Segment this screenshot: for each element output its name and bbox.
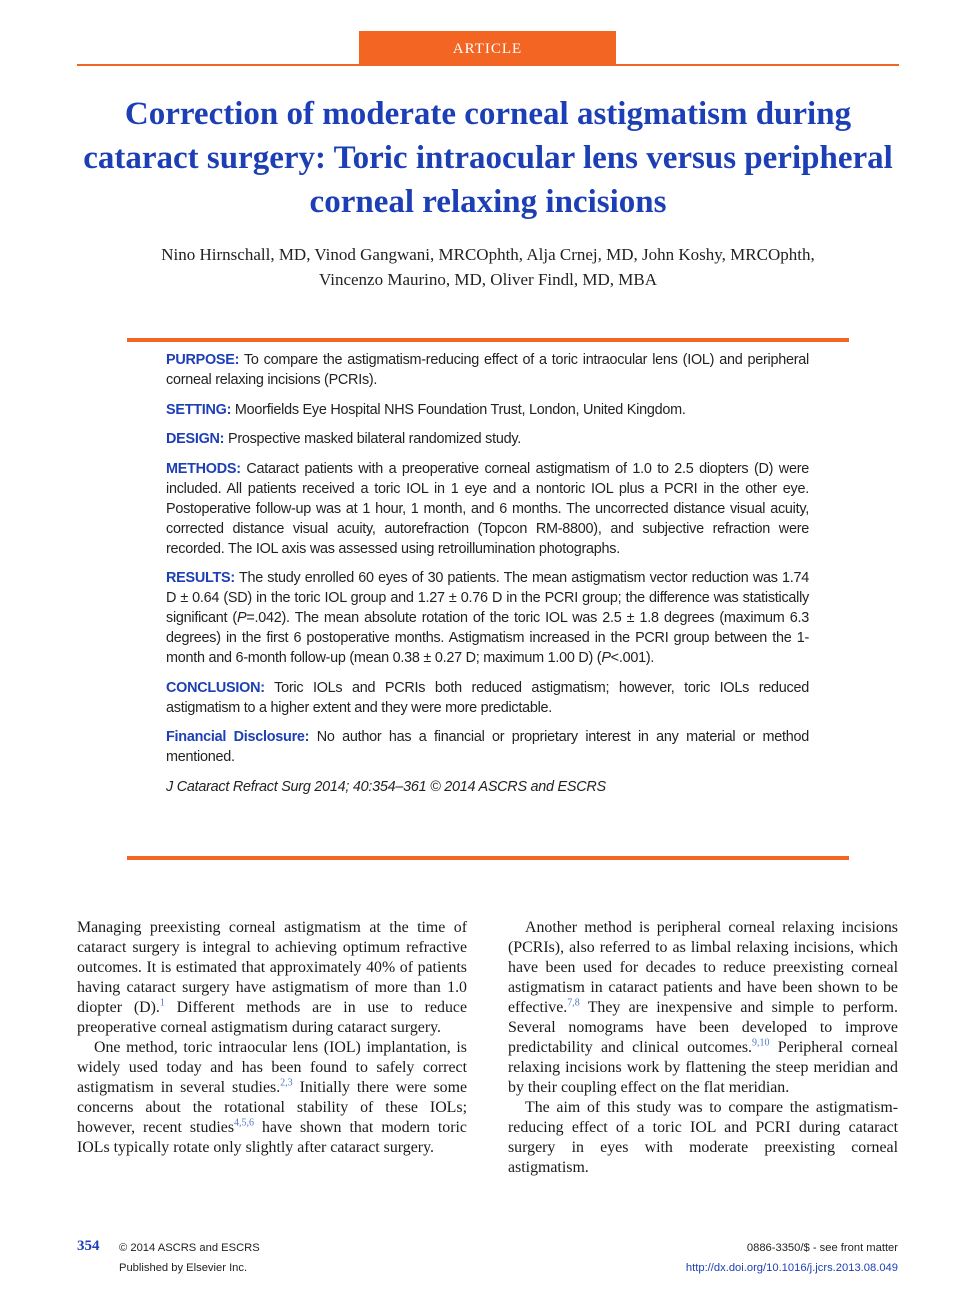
purpose-text: To compare the astigmatism-reducing effect of a toric intraocular lens (IOL) and peripheral corneal relaxing incisions (PCRIs). bbox=[166, 352, 809, 388]
abstract-conclusion bbox=[166, 678, 809, 718]
p-value-symbol: P bbox=[601, 650, 611, 666]
results-text-a: The study enrolled 60 eyes of 30 patients. The mean astigmatism vector reduction was 1.74 D ± 0.64 (SD) in the toric IOL group and 1.27 ± 0.76 D in the PCRI group; the difference was statistically significant ( bbox=[166, 570, 809, 626]
abstract-disclosure bbox=[166, 727, 809, 767]
reference-link[interactable]: 2,3 bbox=[280, 1077, 293, 1089]
copyright-notice: © 2014 ASCRS and ESCRS bbox=[119, 1242, 260, 1254]
author-list bbox=[77, 242, 899, 292]
setting-text: Moorfields Eye Hospital NHS Foundation Trust, London, United Kingdom. bbox=[234, 401, 686, 418]
body-text: Peripheral corneal relaxing incisions work by flattening the steep meridian and by their coupling effect on the flat meridian. bbox=[508, 1039, 898, 1096]
abstract bbox=[166, 350, 809, 806]
reference-link[interactable]: 7,8 bbox=[567, 997, 580, 1009]
p-value-symbol: P bbox=[236, 610, 247, 626]
abstract-top-rule bbox=[127, 338, 849, 342]
body-text: Managing preexisting corneal astigmatism at the time of cataract surgery is integral to achieving optimum refractive outcomes. It is estimated that approximately 40% of patients having cataract surgery have astigmatism of more than 1.0 diopter (D). bbox=[77, 919, 467, 1016]
body-text: Initially there were some concerns about the rotational stability of these IOLs; however, recent studies bbox=[77, 1079, 468, 1136]
methods-text: Cataract patients with a preoperative corneal astigmatism of 1.0 to 2.5 diopters (D) were included. All patients received a toric IOL in 1 eye and a nontoric IOL plus a PCRI in the other eye. Postoperative follow-up was at 1 hour, 1 month, and 6 months. The uncorrected distance visual acuity, corrected distance visual acuity, autorefraction (Topcon RM-8800), and subjective refraction were recorded. The IOL axis was assessed using retroillumination photographs. bbox=[166, 460, 809, 557]
conclusion-text: Toric IOLs and PCRIs both reduced astigmatism; however, toric IOLs reduced astigmatism to a higher extent and they were more predictable. bbox=[166, 679, 809, 716]
results-label: RESULTS: bbox=[166, 570, 235, 586]
doi-link[interactable]: http://dx.doi.org/10.1016/j.jcrs.2013.08.049 bbox=[685, 1262, 898, 1274]
body-text: have shown that modern toric IOLs typically rotate only slightly after cataract surgery. bbox=[77, 1119, 467, 1156]
authors-line-2: Vincenzo Maurino, MD, Oliver Findl, MD, MBA bbox=[318, 270, 657, 289]
body-paragraph bbox=[508, 918, 898, 1098]
abstract-purpose bbox=[166, 350, 809, 390]
authors-line-1: Nino Hirnschall, MD, Vinod Gangwani, MRCOphth, Alja Crnej, MD, John Koshy, MRCOphth, bbox=[161, 245, 815, 264]
abstract-design bbox=[166, 429, 809, 449]
reference-link[interactable]: 1 bbox=[159, 997, 165, 1009]
abstract-methods bbox=[166, 459, 809, 559]
abstract-setting bbox=[166, 400, 809, 420]
reference-link[interactable]: 4,5,6 bbox=[234, 1117, 254, 1129]
disclosure-text: No author has a financial or proprietary interest in any material or method mentioned. bbox=[166, 729, 810, 765]
body-text: Different methods are in use to reduce preoperative corneal astigmatism during cataract surgery. bbox=[77, 999, 467, 1036]
body-paragraph bbox=[77, 918, 467, 1038]
body-text: Another method is peripheral corneal relaxing incisions (PCRIs), also referred to as limbal relaxing incisions, which have been used for decades to reduce preexisting corneal astigmatism in cataract patients and have been shown to be effective. bbox=[508, 919, 898, 1016]
abstract-results bbox=[166, 568, 809, 668]
disclosure-label: Financial Disclosure: bbox=[166, 729, 310, 745]
design-text: Prospective masked bilateral randomized study. bbox=[227, 431, 521, 447]
article-title: Correction of moderate corneal astigmatism during cataract surgery: Toric intraocular lens versus peripheral corneal relaxing incisions bbox=[83, 96, 893, 220]
abstract-bottom-rule bbox=[127, 856, 849, 860]
issn-notice: 0886-3350/$ - see front matter bbox=[746, 1242, 898, 1254]
body-column-right bbox=[508, 918, 898, 1178]
page-number: 354 bbox=[77, 1238, 100, 1254]
body-text: One method, toric intraocular lens (IOL) implantation, is widely used today and has been found to safely correct astigmatism in several studies. bbox=[77, 1039, 467, 1096]
body-column-left bbox=[77, 918, 467, 1158]
results-text-b: =.042). The mean absolute rotation of the toric IOL was 2.5 ± 1.8 degrees (maximum 6.3 degrees) in the first 6 postoperative months. Astigmatism increased in the PCRI group between the 1-month and 6-month follow-up (mean 0.38 ± 0.27 D; maximum 1.00 D) ( bbox=[166, 610, 809, 666]
section-tab: ARTICLE bbox=[359, 31, 616, 65]
body-paragraph bbox=[77, 1038, 467, 1158]
results-text-c: <.001). bbox=[610, 650, 655, 666]
reference-link[interactable]: 9,10 bbox=[751, 1037, 770, 1049]
design-label: DESIGN: bbox=[166, 431, 225, 447]
body-text: They are inexpensive and simple to perform. Several nomograms have been developed to improve predictability and clinical outcomes. bbox=[508, 999, 898, 1056]
body-paragraph: The aim of this study was to compare the astigmatism-reducing effect of a toric IOL and PCRI during cataract surgery in eyes with moderate preexisting corneal astigmatism. bbox=[508, 1099, 898, 1176]
setting-label: SETTING: bbox=[166, 401, 232, 418]
conclusion-label: CONCLUSION: bbox=[166, 679, 265, 696]
journal-citation: J Cataract Refract Surg 2014; 40:354–361 © 2014 ASCRS and ESCRS bbox=[166, 778, 606, 795]
publisher-notice: Published by Elsevier Inc. bbox=[119, 1262, 248, 1274]
purpose-label: PURPOSE: bbox=[166, 352, 240, 368]
methods-label: METHODS: bbox=[166, 460, 241, 477]
header-rule bbox=[77, 64, 899, 66]
